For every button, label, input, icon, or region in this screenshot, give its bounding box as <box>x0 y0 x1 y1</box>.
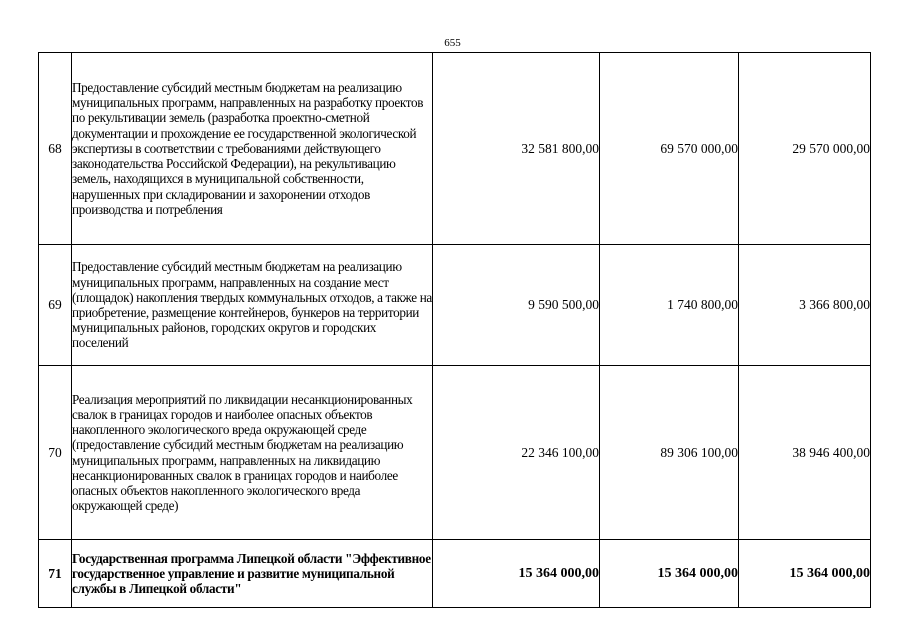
table-row <box>39 366 871 540</box>
table-row <box>39 245 871 366</box>
row-value-2: 69 570 000,00 <box>600 53 739 245</box>
row-value-3: 38 946 400,00 <box>739 366 871 540</box>
row-value-1: 22 346 100,00 <box>433 366 600 540</box>
row-description: Государственная программа Липецкой области "Эффективное государственное управление и развитие муниципальной службы в Липецкой области" <box>72 540 433 608</box>
page-number: 655 <box>444 37 461 49</box>
row-value-3: 15 364 000,00 <box>739 540 871 608</box>
budget-table <box>38 52 871 608</box>
row-number: 70 <box>39 366 72 540</box>
row-value-3: 3 366 800,00 <box>739 245 871 366</box>
row-value-1: 15 364 000,00 <box>433 540 600 608</box>
row-value-2: 1 740 800,00 <box>600 245 739 366</box>
row-value-1: 9 590 500,00 <box>433 245 600 366</box>
row-number: 71 <box>39 540 72 608</box>
row-value-1: 32 581 800,00 <box>433 53 600 245</box>
row-description: Предоставление субсидий местным бюджетам на реализацию муниципальных программ, направленных на разработку проектов по рекультивации земель (разработка проектно-сметной документации и прохождение ее государственной экологической экспертизы в соответствии с требованиями действующего законодательства Российской Федерации), на рекультивацию земель, находящихся в муниципальной собственности, нарушенных при складировании и захоронении отходов производства и потребления <box>72 53 433 245</box>
row-value-2: 89 306 100,00 <box>600 366 739 540</box>
row-value-2: 15 364 000,00 <box>600 540 739 608</box>
row-number: 68 <box>39 53 72 245</box>
table-row <box>39 540 871 608</box>
row-number: 69 <box>39 245 72 366</box>
row-description: Реализация мероприятий по ликвидации несанкционированных свалок в границах городов и наиболее опасных объектов накопленного экологического вреда окружающей среде (предоставление субсидий местным бюджетам на реализацию муниципальных программ, направленных на ликвидацию несанкционированных свалок в границах городов и наиболее опасных объектов накопленного экологического вреда окружающей среде) <box>72 366 433 540</box>
row-value-3: 29 570 000,00 <box>739 53 871 245</box>
table-row <box>39 53 871 245</box>
row-description: Предоставление субсидий местным бюджетам на реализацию муниципальных программ, направленных на создание мест (площадок) накопления твердых коммунальных отходов, а также на приобретение, размещение контейнеров, бункеров на территории муниципальных районов, городских округов и городских поселений <box>72 245 433 366</box>
